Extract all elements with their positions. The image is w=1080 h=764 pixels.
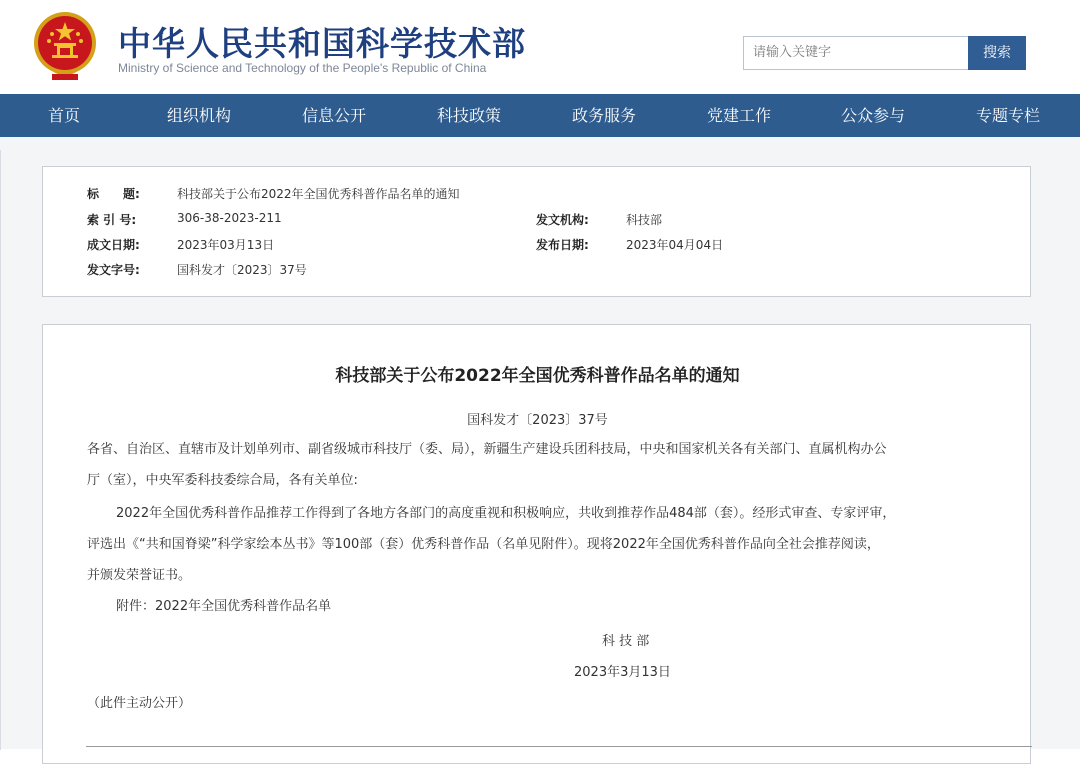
- meta-issuer-value: 科技部: [626, 213, 663, 227]
- meta-docno-value: 国科发才〔2023〕37号: [177, 263, 307, 277]
- meta-docno-label: 发文字号:: [87, 263, 140, 277]
- site-header: [0, 0, 1080, 94]
- article-public-note: （此件主动公开）: [87, 696, 192, 711]
- page-edge-divider: [0, 150, 1, 750]
- article-sign-date: 2023年3月13日: [574, 665, 671, 680]
- nav-item-party-building[interactable]: 党建工作: [706, 106, 771, 125]
- article-addressee-line-1: 各省、自治区、直辖市及计划单列市、副省级城市科技厅（委、局），新疆生产建设兵团科技局，中央和国家机关各有关部门、直属机构办公: [87, 442, 887, 457]
- search-button[interactable]: 搜索: [968, 36, 1026, 70]
- site-subtitle: Ministry of Science and Technology of the People's Republic of China: [118, 61, 487, 75]
- article-body-line-2: 评选出《“共和国脊梁”科学家绘本丛书》等100部（套）优秀科普作品（名单见附件）。现将2022年全国优秀科普作品向全社会推荐阅读，: [87, 537, 880, 552]
- meta-issuer-label: 发文机构:: [536, 213, 589, 227]
- article-bottom-divider: [86, 746, 1032, 747]
- nav-item-information-disclosure[interactable]: 信息公开: [301, 106, 366, 125]
- article-addressee-line-2: 厅（室），中央军委科技委综合局，各有关单位:: [87, 473, 358, 488]
- article-attachment-link[interactable]: 附件：2022年全国优秀科普作品名单: [116, 599, 332, 614]
- national-emblem-icon[interactable]: [30, 10, 100, 84]
- article-doc-number: 国科发才〔2023〕37号: [467, 413, 608, 428]
- nav-item-policy[interactable]: 科技政策: [436, 106, 501, 125]
- meta-title-label: 标 题:: [87, 187, 140, 201]
- article-body: [42, 324, 1031, 764]
- meta-index-label: 索 引 号:: [87, 213, 137, 227]
- article-title: 科技部关于公布2022年全国优秀科普作品名单的通知: [335, 366, 740, 386]
- main-nav: [0, 94, 1080, 137]
- nav-item-services[interactable]: 政务服务: [571, 106, 636, 125]
- nav-item-special-topics[interactable]: 专题专栏: [975, 106, 1040, 125]
- article-body-line-1: 2022年全国优秀科普作品推荐工作得到了各地方各部门的高度重视和积极响应，共收到推荐作品484部（套）。经形式审查、专家评审，: [116, 506, 896, 521]
- nav-item-public-participation[interactable]: 公众参与: [840, 106, 905, 125]
- meta-index-value: 306-38-2023-211: [177, 211, 282, 225]
- nav-item-organization[interactable]: 组织机构: [166, 106, 231, 125]
- meta-created-label: 成文日期:: [87, 238, 140, 252]
- meta-title-value: 科技部关于公布2022年全国优秀科普作品名单的通知: [177, 187, 460, 201]
- article-signature: 科 技 部: [602, 634, 650, 649]
- article-body-line-3: 并颁发荣誉证书。: [87, 568, 192, 583]
- meta-published-value: 2023年04月04日: [626, 238, 724, 252]
- document-metadata: [42, 166, 1031, 297]
- meta-published-label: 发布日期:: [536, 238, 589, 252]
- search-input[interactable]: 请输入关键字: [743, 36, 969, 70]
- nav-item-home[interactable]: 首页: [47, 106, 80, 125]
- site-title[interactable]: 中华人民共和国科学技术部: [118, 24, 526, 63]
- meta-created-value: 2023年03月13日: [177, 238, 275, 252]
